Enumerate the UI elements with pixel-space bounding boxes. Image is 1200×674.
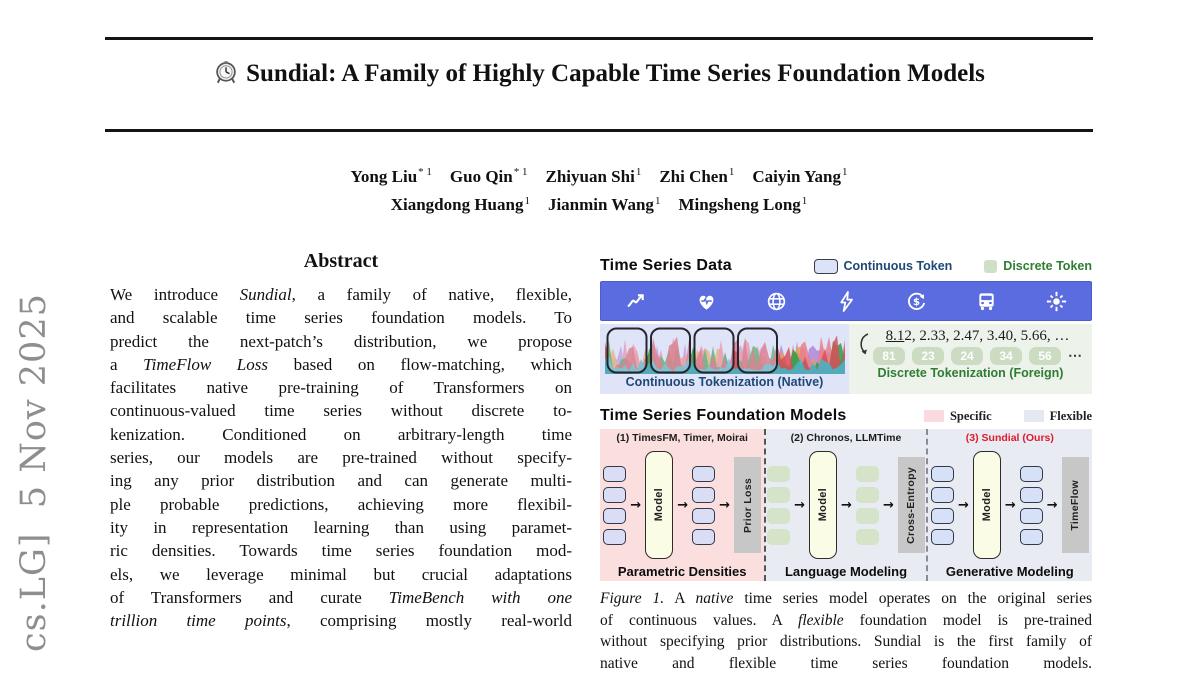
- token: [1020, 466, 1043, 482]
- token: [767, 508, 790, 524]
- author-name: Xiangdong Huang$^1$: [391, 195, 530, 214]
- domain-icon-bar: [600, 281, 1092, 321]
- token: [931, 487, 954, 503]
- text-line: We introduce Sundial, a family of native, flexible,: [110, 283, 572, 306]
- top-rule: [105, 37, 1093, 40]
- arrow-right-icon: →: [841, 498, 852, 513]
- token: [1020, 529, 1043, 545]
- arrow-right-icon: →: [1005, 498, 1016, 513]
- text-line: of continuous values. A flexible foundation model is pre-trained: [600, 610, 1092, 632]
- text-line: facilitates native pre-training of Transformers on: [110, 376, 572, 399]
- climate-sun-icon: [1045, 290, 1068, 313]
- token-legend: [814, 259, 1093, 274]
- health-heart-icon: [695, 290, 718, 313]
- panel-3-header: (3) Sundial (Ours): [966, 432, 1054, 448]
- discrete-token-row: [873, 347, 1082, 365]
- panel-1-header: (1) TimesFM, Timer, Moirai: [616, 432, 747, 448]
- token: [767, 466, 790, 482]
- continuous-values-text: [886, 328, 1070, 345]
- token: [603, 466, 626, 482]
- token: [1020, 487, 1043, 503]
- cross-entropy-box: Cross-Entropy: [898, 457, 925, 553]
- time-series-data-title: Time Series Data: [600, 257, 732, 275]
- token: [856, 487, 879, 503]
- output-tokens: [692, 466, 715, 545]
- continuous-patch-frame: [738, 329, 777, 373]
- token: [692, 529, 715, 545]
- arrow-right-icon: →: [630, 498, 641, 513]
- text-line: without specifying prior distributions. Sundial is the first family of: [600, 631, 1092, 653]
- arrow-right-icon: →: [883, 498, 894, 513]
- text-line: trillion time points, comprising mostly real-world: [110, 609, 572, 632]
- author-line-1: [105, 160, 1093, 189]
- text-line: kenization. Conditioned on arbitrary-length time: [110, 423, 572, 446]
- model-box: Model: [645, 451, 673, 559]
- foundation-models-header: [600, 406, 1092, 426]
- prior-loss-box: Prior Loss: [734, 457, 761, 553]
- continuous-patch-frame: [607, 329, 646, 373]
- text-line: continuous-valued time series without discrete to-: [110, 399, 572, 422]
- input-tokens: [931, 466, 954, 545]
- continuous-tokenization-label: Continuous Tokenization (Native): [626, 375, 824, 389]
- flexible-label: Flexible: [1050, 409, 1092, 424]
- token: [692, 466, 715, 482]
- title-text: Sundial: A Family of Highly Capable Time Series Foundation Models: [246, 60, 985, 87]
- token: [931, 466, 954, 482]
- author-line-2: [105, 189, 1093, 218]
- arrow-right-icon: →: [794, 498, 805, 513]
- output-tokens: [1020, 466, 1043, 545]
- token: [856, 529, 879, 545]
- discrete-token-swatch: [984, 260, 997, 273]
- mantel-clock-icon: [213, 60, 239, 93]
- transport-bus-icon: [975, 290, 998, 313]
- token: [767, 487, 790, 503]
- arrow-right-icon: →: [677, 498, 688, 513]
- text-line: native and flexible time series foundation models.: [600, 653, 1092, 674]
- author-name: Mingsheng Long$^1$: [678, 195, 807, 214]
- author-name: Jianmin Wang$^1$: [548, 195, 660, 214]
- token: [603, 529, 626, 545]
- arrow-right-icon: →: [1047, 498, 1058, 513]
- model-box: Model: [973, 451, 1001, 559]
- token: [767, 529, 790, 545]
- time-series-chart: [605, 327, 845, 374]
- panel-3-diagram: [931, 448, 1089, 562]
- timeflow-box: TimeFlow: [1062, 457, 1089, 553]
- token: [856, 466, 879, 482]
- text-line: ric densities. Towards time series foundation mod-: [110, 539, 572, 562]
- text-line: ple probable predictions, achieving more flexibil-: [110, 493, 572, 516]
- underlined-value: 8.1: [886, 328, 905, 344]
- discrete-token-pill: 56: [1029, 347, 1061, 365]
- left-column: [110, 250, 572, 632]
- input-tokens: [767, 466, 790, 545]
- panel-parametric-densities: [600, 429, 764, 581]
- author-name: Zhiyuan Shi$^1$: [546, 167, 642, 186]
- panel-2-header: (2) Chronos, LLMTime: [791, 432, 902, 448]
- discrete-token-pill: 23: [912, 347, 944, 365]
- panel-1-label: Parametric Densities: [618, 562, 747, 581]
- abstract-text: [110, 283, 572, 632]
- page-title: [105, 60, 1093, 93]
- token: [931, 508, 954, 524]
- web-globe-icon: [765, 290, 788, 313]
- finance-dollar-icon: [905, 290, 928, 313]
- foundation-models-title: Time Series Foundation Models: [600, 407, 846, 425]
- text-line: Figure 1. A native time series model operates on the original series: [600, 588, 1092, 610]
- text-line: ity in representation learning than using paramet-: [110, 516, 572, 539]
- author-name: Guo Qin$^{* 1}$: [450, 167, 528, 186]
- text-line: ing any prior distribution and can generate multi-: [110, 469, 572, 492]
- panel-3-label: Generative Modeling: [946, 562, 1074, 581]
- text-line: els, we leverage minimal but crucial adaptations: [110, 563, 572, 586]
- abstract-heading: Abstract: [110, 250, 572, 273]
- arrow-right-icon: →: [719, 498, 730, 513]
- discrete-token-label: Discrete Token: [1003, 259, 1092, 273]
- figure-1: [600, 256, 1092, 674]
- discrete-tokenization-label: Discrete Tokenization (Foreign): [878, 366, 1064, 380]
- figure-caption: [600, 588, 1092, 674]
- token: [692, 487, 715, 503]
- text-line: series, our models are pre-trained without specify-: [110, 446, 572, 469]
- author-name: Zhi Chen$^1$: [659, 167, 734, 186]
- panel-2-diagram: [767, 448, 925, 562]
- time-series-data-header: [600, 256, 1092, 276]
- text-line: of Transformers and curate TimeBench with one: [110, 586, 572, 609]
- tokenization-row: [600, 324, 1092, 394]
- token: [603, 508, 626, 524]
- panel-1-diagram: [603, 448, 761, 562]
- continuous-tokenization-panel: [600, 324, 849, 394]
- token-ellipsis: ⋯: [1068, 348, 1082, 365]
- arxiv-sidebar-text: cs.LG] 5 Nov 2025: [14, 293, 54, 652]
- trend-icon: [625, 290, 648, 313]
- token: [603, 487, 626, 503]
- arrow-right-icon: →: [958, 498, 969, 513]
- text-line: a TimeFlow Loss based on flow-matching, which: [110, 353, 572, 376]
- flexible-swatch: [1024, 410, 1044, 422]
- author-block: [105, 160, 1093, 217]
- specific-label: Specific: [950, 409, 992, 424]
- svg-text:$: $: [913, 296, 920, 307]
- curved-arrow-icon: [857, 332, 871, 363]
- discrete-token-pill: 81: [873, 347, 905, 365]
- discrete-token-pill: 34: [990, 347, 1022, 365]
- discrete-tokenization-panel: [849, 324, 1092, 394]
- input-tokens: [603, 466, 626, 545]
- specific-flexible-legend: [924, 409, 1092, 424]
- continuous-patch-frame: [651, 329, 690, 373]
- panel-2-label: Language Modeling: [785, 562, 907, 581]
- continuous-patch-frame: [694, 329, 733, 373]
- token: [692, 508, 715, 524]
- continuous-token-swatch: [814, 259, 838, 274]
- text-line: and scalable time series foundation models. To: [110, 306, 572, 329]
- panel-generative-modeling: [926, 429, 1092, 581]
- panel-language-modeling: [764, 429, 925, 581]
- specific-swatch: [924, 410, 944, 422]
- author-name: Caiyin Yang$^1$: [752, 167, 847, 186]
- energy-bolt-icon: [835, 290, 858, 313]
- token: [856, 508, 879, 524]
- token: [931, 529, 954, 545]
- output-tokens: [856, 466, 879, 545]
- title-rule: [105, 129, 1093, 132]
- value-sequence: 2, 2.33, 2.47, 3.40, 5.66, …: [904, 328, 1069, 344]
- continuous-token-label: Continuous Token: [844, 259, 953, 273]
- text-line: predict the next-patch’s distribution, we propose: [110, 330, 572, 353]
- token: [1020, 508, 1043, 524]
- discrete-token-pill: 24: [951, 347, 983, 365]
- model-comparison-panels: [600, 429, 1092, 581]
- model-box: Model: [809, 451, 837, 559]
- author-name: Yong Liu$^{* 1}$: [351, 167, 432, 186]
